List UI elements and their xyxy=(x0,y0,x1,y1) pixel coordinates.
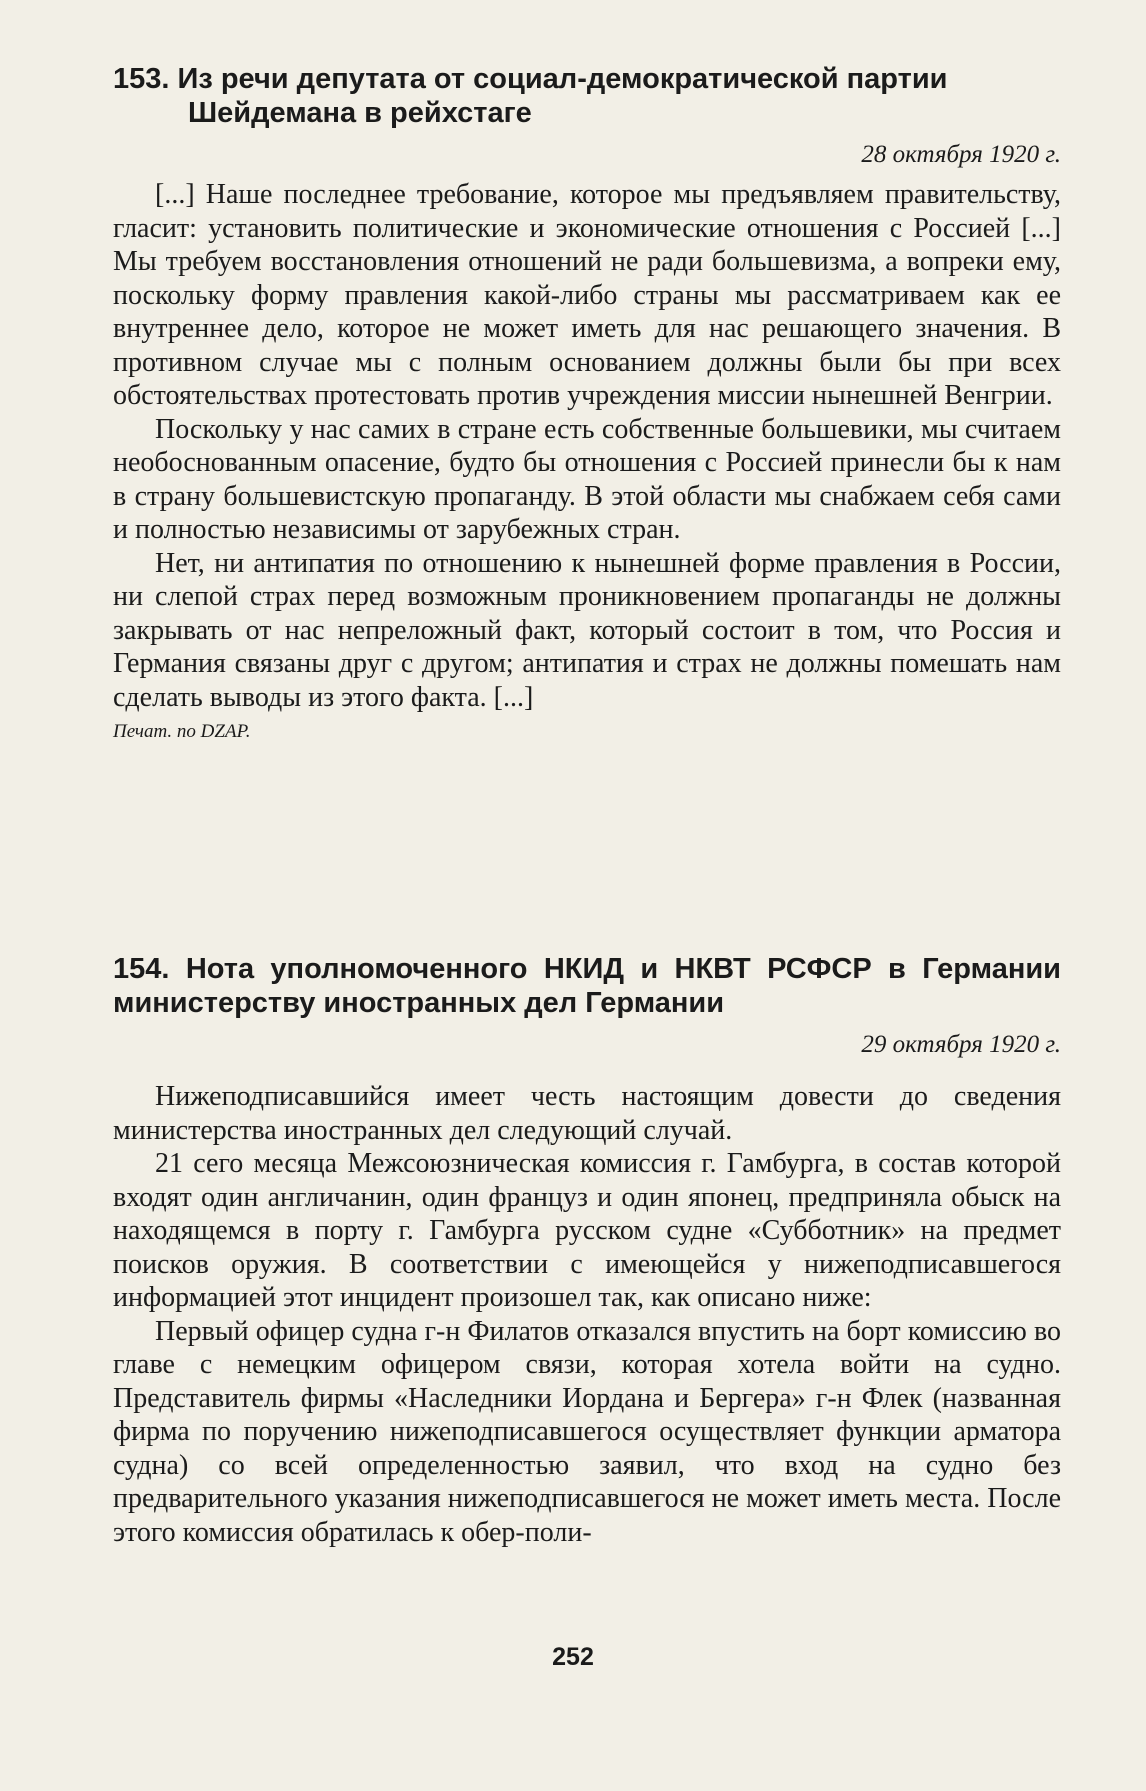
document-154-paragraph: Нижеподписавшийся имеет честь настоящим довести до сведения министерства иностранных дел следующий случай. xyxy=(113,1081,1061,1146)
document-154-date: 29 октября 1920 г. xyxy=(861,1031,1061,1058)
document-153-title-line1: Из речи депутата от социал-демократической партии xyxy=(177,63,948,95)
document-154-body xyxy=(113,1080,1061,1549)
document-154-title: Нота уполномоченного НКИД и НКВТ РСФСР в Германии министерству иностранных дел Германии xyxy=(113,953,1062,1019)
document-153 xyxy=(113,62,1061,744)
document-154-paragraph: 21 сего месяца Межсоюзническая комиссия г. Гамбурга, в состав которой входят один англичанин, один француз и один японец, предприняла обыск на находящемся в порту г. Гамбурга русском судне «Субботник» на предмет поисков оружия. В соответствии с имеющейся у нижеподписавшегося информацией этот инцидент произошел так, как описано ниже: xyxy=(113,1148,1061,1313)
document-153-paragraph: Поскольку у нас самих в стране есть собственные большевики, мы считаем необоснованным опасение, будто бы отношения с Россией принесли бы к нам в страну большевистскую пропаганду. В этой области мы снабжаем себя сами и полностью независимы от зарубежных стран. xyxy=(113,413,1061,545)
document-153-date: 28 октября 1920 г. xyxy=(861,141,1061,168)
document-153-paragraph: Нет, ни антипатия по отношению к нынешней форме правления в России, ни слепой страх перед возможным проникновением пропаганды не должны закрывать от нас непреложный факт, который состоит в том, что Россия и Германия связаны друг с другом; антипатия и страх не должны помешать нам сделать выводы из этого факта. [...] xyxy=(113,547,1061,713)
document-153-paragraph: [...] Наше последнее требование, которое мы предъявляем правительству, гласит: установить политические и экономические отношения с Россией [...] Мы требуем восстановления отношений не ради большевизма, а вопреки ему, поскольку форму правления какой-либо страны мы рассматриваем как ее внутреннее дело, которое не может иметь для нас решающего значения. В противном случае мы с полным основанием должны были бы при всех обстоятельствах протестовать против учреждения миссии нынешней Венгрии. xyxy=(113,179,1061,411)
document-154 xyxy=(113,952,1061,1549)
document-153-body xyxy=(113,178,1061,714)
document-153-heading xyxy=(113,62,1061,96)
document-154-heading xyxy=(113,952,1061,1020)
document-154-paragraph: Первый офицер судна г-н Филатов отказался впустить на борт комиссию во главе с немецким офицером связи, которая хотела войти на судно. Представитель фирмы «Наследники Иордана и Бергера» г-н Флек (названная фирма по поручению нижеподписавшегося осуществляет функции арматора судна) со всей определенностью заявил, что вход на судно без предварительного указания нижеподписавшегося не может иметь места. После этого комиссия обратилась к обер-поли- xyxy=(113,1315,1061,1548)
document-154-number: 154. xyxy=(113,953,170,985)
document-153-source: Печат. по DZAP. xyxy=(113,721,251,742)
page-number: 252 xyxy=(552,1643,594,1671)
document-153-heading-continuation xyxy=(113,96,1061,130)
document-153-number: 153. xyxy=(113,63,170,95)
document-153-title-line2: Шейдемана в рейхстаге xyxy=(188,97,532,129)
